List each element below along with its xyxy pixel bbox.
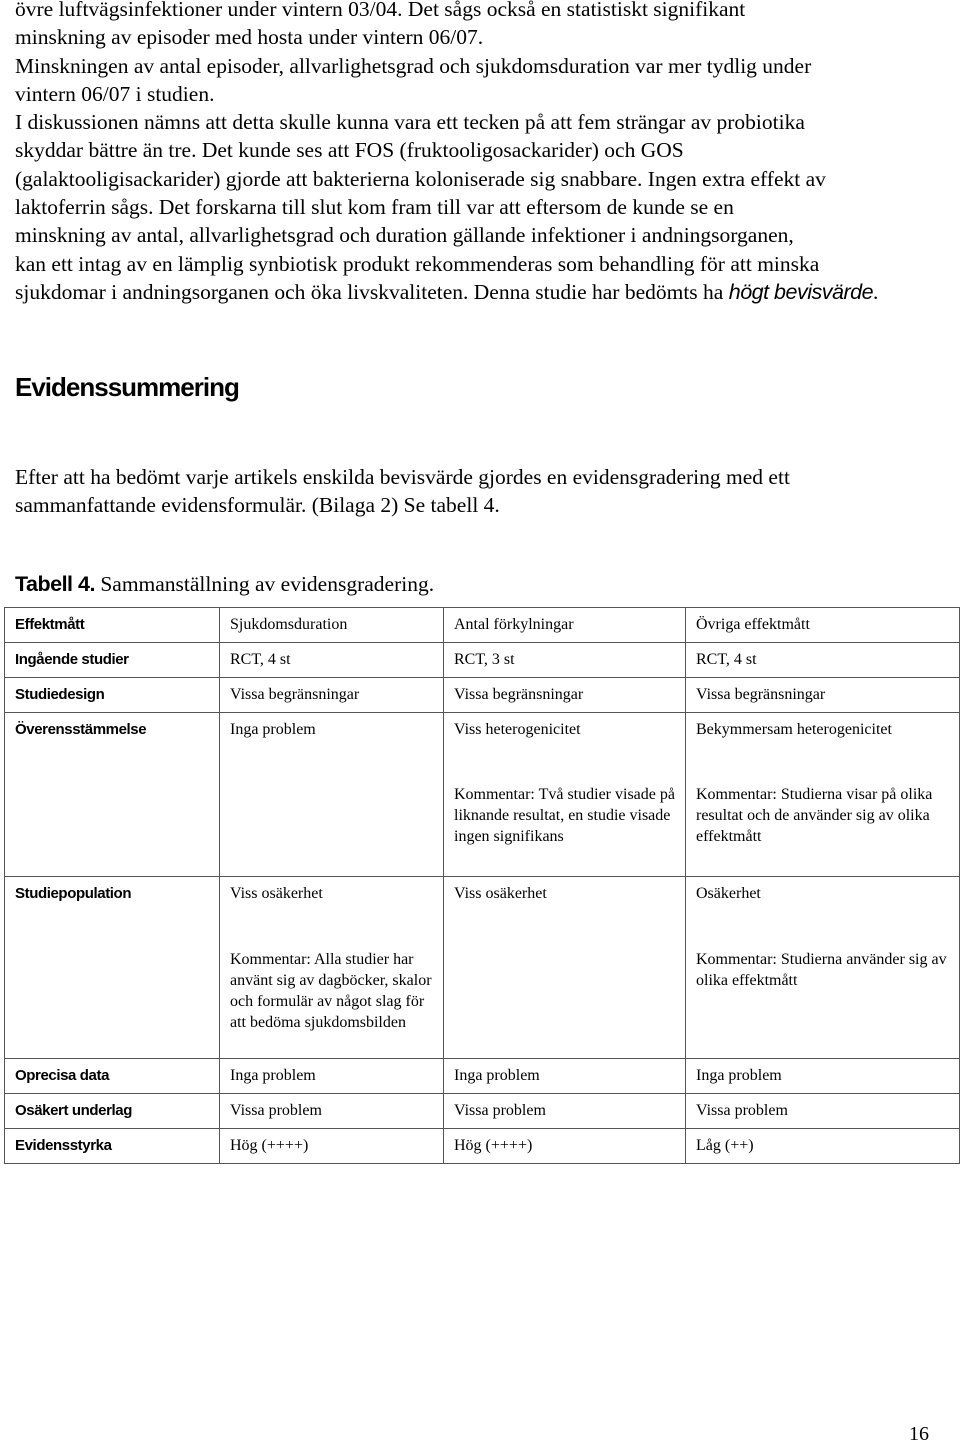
evidence-table — [4, 607, 960, 1164]
section-heading: Evidenssummering — [15, 372, 239, 402]
table-cell: RCT, 3 st — [444, 643, 686, 678]
table-cell — [220, 877, 444, 1059]
summary-paragraph — [15, 463, 950, 520]
table-cell — [686, 713, 960, 877]
table-cell: Antal förkylningar — [444, 608, 686, 643]
table-caption-label: Tabell 4. — [15, 572, 95, 596]
row-label: Ingående studier — [5, 643, 220, 678]
table-cell: Hög (++++) — [220, 1129, 444, 1164]
table-cell: Övriga effektmått — [686, 608, 960, 643]
table-cell: Inga problem — [444, 1059, 686, 1094]
row-label: Studiedesign — [5, 678, 220, 713]
table-cell: Hög (++++) — [444, 1129, 686, 1164]
evidence-value-emphasis: högt bevisvärde — [728, 279, 874, 304]
table-cell: RCT, 4 st — [220, 643, 444, 678]
row-label: Effektmått — [5, 608, 220, 643]
row-label: Oprecisa data — [5, 1059, 220, 1094]
table-row — [5, 1094, 960, 1129]
intro-line: I diskussionen nämns att detta skulle kunna vara ett tecken på att fem strängar av probiotika — [15, 110, 805, 135]
cell-comment: Kommentar: Studierna använder sig av olika effektmått — [696, 951, 947, 989]
intro-line: skyddar bättre än tre. Det kunde ses att FOS (fruktooligosackarider) och GOS — [15, 138, 684, 163]
table-cell: Vissa begränsningar — [444, 678, 686, 713]
table-cell — [686, 877, 960, 1059]
intro-line: kan ett intag av en lämplig synbiotisk produkt rekommenderas som behandling för att minska — [15, 251, 820, 276]
table-caption-text: Sammanställning av evidensgradering. — [94, 572, 435, 596]
cell-value: Viss osäkerhet — [230, 885, 323, 902]
cell-value: Viss heterogenicitet — [454, 721, 581, 738]
table-row — [5, 713, 960, 877]
row-label: Studiepopulation — [5, 877, 220, 1059]
page-number: 16 — [909, 1423, 929, 1445]
table-row — [5, 1129, 960, 1164]
intro-line: minskning av antal, allvarlighetsgrad och duration gällande infektioner i andningsorganen, — [15, 223, 794, 248]
table-row — [5, 608, 960, 643]
row-label: Överensstämmelse — [5, 713, 220, 877]
table-cell: Vissa problem — [220, 1094, 444, 1129]
table-caption — [15, 570, 434, 598]
table-cell — [444, 713, 686, 877]
table-row — [5, 1059, 960, 1094]
table-cell: Låg (++) — [686, 1129, 960, 1164]
summary-line: Efter att ha bedömt varje artikels enskilda bevisvärde gjordes en evidensgradering med ett — [15, 465, 790, 489]
table-cell: Inga problem — [220, 1059, 444, 1094]
table-row — [5, 678, 960, 713]
cell-value: Viss osäkerhet — [454, 885, 547, 902]
table-cell: Vissa begränsningar — [220, 678, 444, 713]
table-cell — [220, 713, 444, 877]
intro-line: Minskningen av antal episoder, allvarlighetsgrad och sjukdomsduration var mer tydlig under — [15, 53, 812, 78]
table-cell — [444, 877, 686, 1059]
cell-value: Osäkerhet — [696, 885, 761, 902]
table-cell: Inga problem — [686, 1059, 960, 1094]
intro-line: laktoferrin sågs. Det forskarna till slut kom fram till var att eftersom de kunde se en — [15, 195, 734, 220]
cell-comment: Kommentar: Studierna visar på olika resultat och de använder sig av olika effektmått — [696, 786, 933, 845]
sentence-end: . — [873, 279, 879, 304]
table-cell: Vissa begränsningar — [686, 678, 960, 713]
intro-line: sjukdomar i andningsorganen och öka livskvaliteten. Denna studie har bedömts ha — [15, 279, 724, 304]
cell-comment: Kommentar: Två studier visade på liknande resultat, en studie visade ingen signifikans — [454, 786, 675, 845]
row-label: Evidensstyrka — [5, 1129, 220, 1164]
cell-value: Bekymmersam heterogenicitet — [696, 721, 892, 738]
intro-line: övre luftvägsinfektioner under vintern 03/04. Det sågs också en statistiskt signifikant — [15, 0, 746, 21]
table-row — [5, 643, 960, 678]
table-cell: Sjukdomsduration — [220, 608, 444, 643]
table-row — [5, 877, 960, 1059]
table-cell: Vissa problem — [686, 1094, 960, 1129]
summary-line: sammanfattande evidensformulär. (Bilaga 2) Se tabell 4. — [15, 493, 500, 518]
table-cell: RCT, 4 st — [686, 643, 960, 678]
intro-line: vintern 06/07 i studien. — [15, 81, 215, 106]
intro-line: (galaktooligisackarider) gjorde att bakterierna koloniserade sig snabbare. Ingen extra effekt av — [15, 166, 826, 191]
intro-line: minskning av episoder med hosta under vintern 06/07. — [15, 25, 484, 50]
table-cell: Vissa problem — [444, 1094, 686, 1129]
cell-value: Inga problem — [230, 721, 316, 738]
intro-paragraph — [15, 0, 950, 306]
cell-comment: Kommentar: Alla studier har använt sig av dagböcker, skalor och formulär av något slag för att bedöma sjukdomsbilden — [230, 951, 432, 1031]
row-label: Osäkert underlag — [5, 1094, 220, 1129]
